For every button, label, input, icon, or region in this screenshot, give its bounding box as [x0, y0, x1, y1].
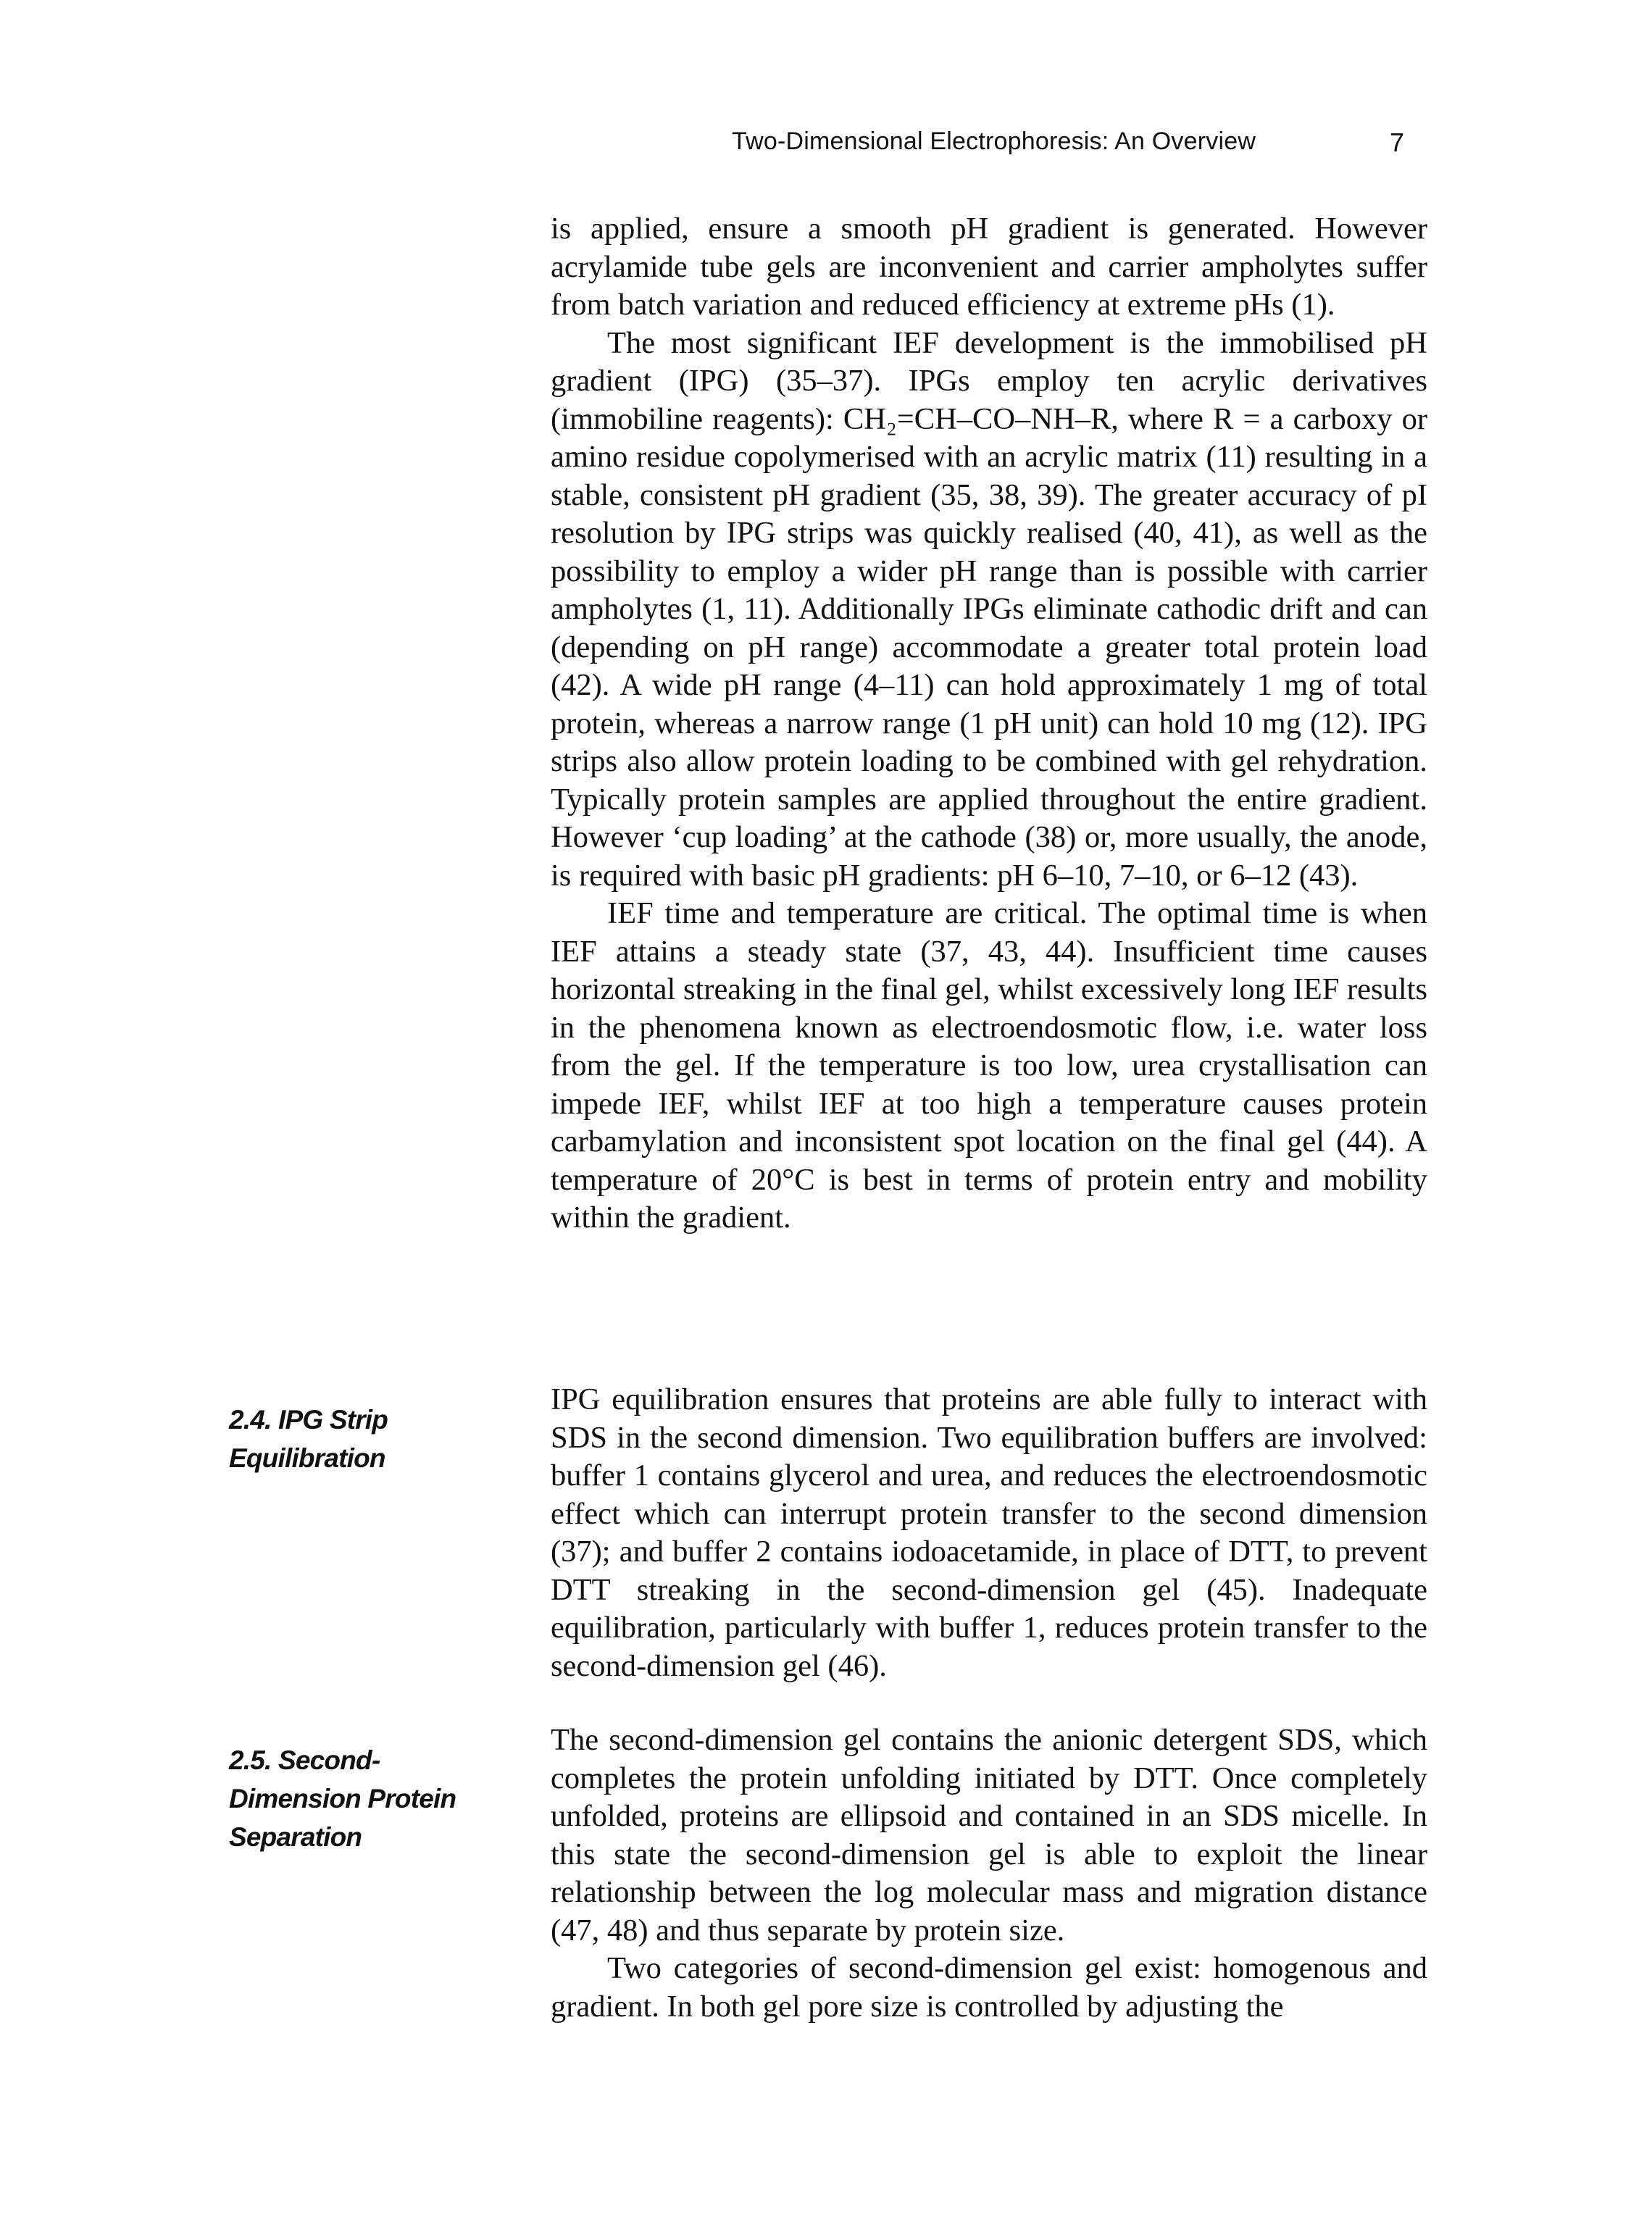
paragraph: IEF time and temperature are critical. The optimal time is when IEF attains a steady state (37, 43, 44). Insufficient time causes horizontal streaking in the final gel, whilst excessively long IEF results in the phenomena known as electroendosmotic flow, i.e. water loss from the gel. If the temperature is too low, urea crystallisation can impede IEF, whilst IEF at too high a temperature causes protein carbamylation and inconsistent spot location on the final gel (44). A temperature of 20°C is best in terms of protein entry and mobility within the gradient. [551, 896, 1427, 1235]
paragraph: is applied, ensure a smooth pH gradient is generated. However acrylamide tube gels are inconvenient and carrier ampholytes suffer from batch variation and reduced efficiency at extreme pHs (1). [551, 212, 1427, 322]
running-head-title: Two-Dimensional Electrophoresis: An Overview [732, 128, 1256, 155]
page-number: 7 [1390, 128, 1405, 157]
section-ipg-strip-equilibration [551, 1381, 1427, 1685]
paragraph: The most significant IEF development is the immobilised pH gradient (IPG) (35–37). IPGs employ ten acrylic derivatives (immobiline reagents): CH₂=CH–CO–NH–R, where R = a carboxy or amino residue copolymerised with an acrylic matrix (11) resulting in a stable, consistent pH gradient (35, 38, 39). The greater accuracy of pI resolution by IPG strips was quickly realised (40, 41), as well as the possibility to employ a wider pH range than is possible with carrier ampholytes (1, 11). Additionally IPGs eliminate cathodic drift and can (depending on pH range) accommodate a greater total protein load (42). A wide pH range (4–11) can hold approximately 1 mg of total protein, whereas a narrow range (1 pH unit) can hold 10 mg (12). IPG strips also allow protein loading to be combined with gel rehydration. Typically protein samples are applied throughout the entire gradient. However ‘cup loading’ at the cathode (38) or, more usually, the anode, is required with basic pH gradients: pH 6–10, 7–10, or 6–12 (43). [551, 325, 1427, 893]
section-heading-ipg-strip-equilibration: 2.4. IPG Strip Equilibration [229, 1404, 388, 1473]
paragraph: IPG equilibration ensures that proteins are able fully to interact with SDS in the second dimension. Two equilibration buffers are involved: buffer 1 contains glycerol and urea, and reduces the electroendosmotic effect which can interrupt protein transfer to the second dimension (37); and buffer 2 contains iodoacetamide, in place of DTT, to prevent DTT streaking in the second-dimension gel (45). Inadequate equilibration, particularly with buffer 1, reduces protein transfer to the second-dimension gel (46). [551, 1382, 1427, 1683]
paragraph: Two categories of second-dimension gel exist: homogenous and gradient. In both gel pore size is controlled by adjusting the [551, 1951, 1427, 2024]
section-ief-continued [551, 210, 1427, 1237]
section-heading-second-dimension-protein-separation: 2.5. Second-Dimension Protein Separation [229, 1745, 456, 1852]
section-second-dimension-protein-separation [551, 1721, 1427, 2026]
paragraph: The second-dimension gel contains the anionic detergent SDS, which completes the protein unfolding initiated by DTT. Once completely unfolded, proteins are ellipsoid and contained in an SDS micelle. In this state the second-dimension gel is able to exploit the linear relationship between the log molecular mass and migration distance (47, 48) and thus separate by protein size. [551, 1723, 1427, 1948]
